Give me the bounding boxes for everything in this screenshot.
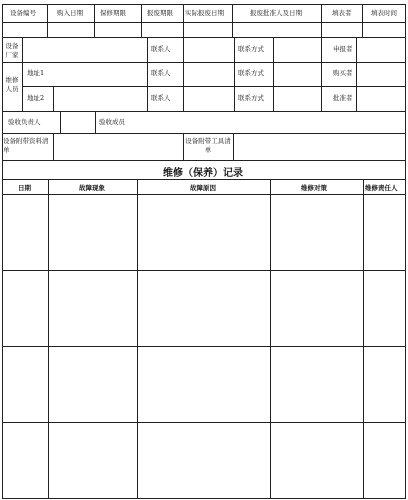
col-line	[94, 4, 95, 37]
address2-label: 地址2	[27, 94, 45, 102]
col-line	[95, 111, 96, 133]
col-line	[53, 86, 54, 111]
col-line	[147, 37, 148, 111]
row-line	[2, 133, 406, 134]
purchase-date-label: 购入日期	[57, 9, 83, 17]
table-border-right	[405, 4, 406, 498]
row-line	[2, 179, 406, 180]
col-line	[273, 37, 274, 111]
row-line	[2, 22, 406, 23]
col-line	[232, 4, 233, 37]
col-line	[47, 4, 48, 37]
col-line	[53, 133, 54, 160]
col-line	[233, 133, 234, 160]
row-line	[2, 37, 406, 38]
col-line	[234, 37, 235, 111]
column-header-countermeasure: 维修对策	[301, 184, 327, 192]
table-row	[3, 347, 405, 422]
col-line	[321, 4, 322, 111]
col-line	[183, 37, 184, 111]
col-line	[183, 133, 184, 160]
table-row	[3, 271, 405, 346]
table-border-top	[2, 4, 406, 5]
col-line	[356, 37, 357, 111]
scrap-period-label: 报废期限	[147, 9, 173, 17]
contact-method-label-2: 联系方式	[238, 69, 264, 77]
row-line	[2, 111, 406, 112]
filled-by-label: 填表者	[332, 9, 352, 17]
records-title: 维修（保养）记录	[163, 168, 243, 179]
approver-label: 批准者	[333, 94, 353, 102]
applicant-label: 申报者	[333, 45, 353, 53]
acceptance-lead-label: 验收负责人	[8, 118, 41, 126]
contact-person-label-3: 联系人	[151, 94, 171, 102]
table-row	[3, 195, 405, 270]
contact-method-label-3: 联系方式	[238, 94, 264, 102]
table-border-bottom	[2, 498, 406, 499]
actual-scrap-date-label: 实际报废日期	[185, 9, 224, 17]
col-line	[141, 4, 142, 37]
contact-method-label: 联系方式	[238, 45, 264, 53]
col-line	[362, 4, 363, 37]
attached-tools-label: 设备附带工具清单	[185, 137, 231, 154]
column-header-cause: 故障原因	[190, 184, 216, 192]
table-row	[3, 423, 405, 498]
col-line	[183, 4, 184, 37]
row-line	[2, 160, 406, 161]
col-line	[22, 37, 23, 111]
row-line	[2, 62, 406, 63]
buyer-label: 购买者	[333, 69, 353, 77]
attached-docs-label: 设备附带资料清单	[3, 137, 49, 154]
manufacturer-label: 设备厂家	[5, 42, 19, 59]
col-line	[60, 111, 61, 133]
contact-person-label-2: 联系人	[151, 69, 171, 77]
column-header-responsible: 维修责任人	[365, 184, 398, 192]
row-line	[22, 86, 406, 87]
column-header-symptom: 故障现象	[79, 184, 105, 192]
equipment-no-label: 设备编号	[10, 9, 36, 17]
address1-label: 地址1	[27, 69, 45, 77]
maintenance-staff-label: 维修人员	[5, 76, 19, 93]
warranty-period-label: 保修期限	[100, 9, 126, 17]
fill-time-label: 填表时间	[371, 9, 397, 17]
contact-person-label: 联系人	[151, 45, 171, 53]
acceptance-member-label: 验收成员	[99, 118, 125, 126]
scrap-approver-date-label: 报废批准人及日期	[250, 9, 302, 17]
column-header-date: 日期	[18, 184, 31, 192]
